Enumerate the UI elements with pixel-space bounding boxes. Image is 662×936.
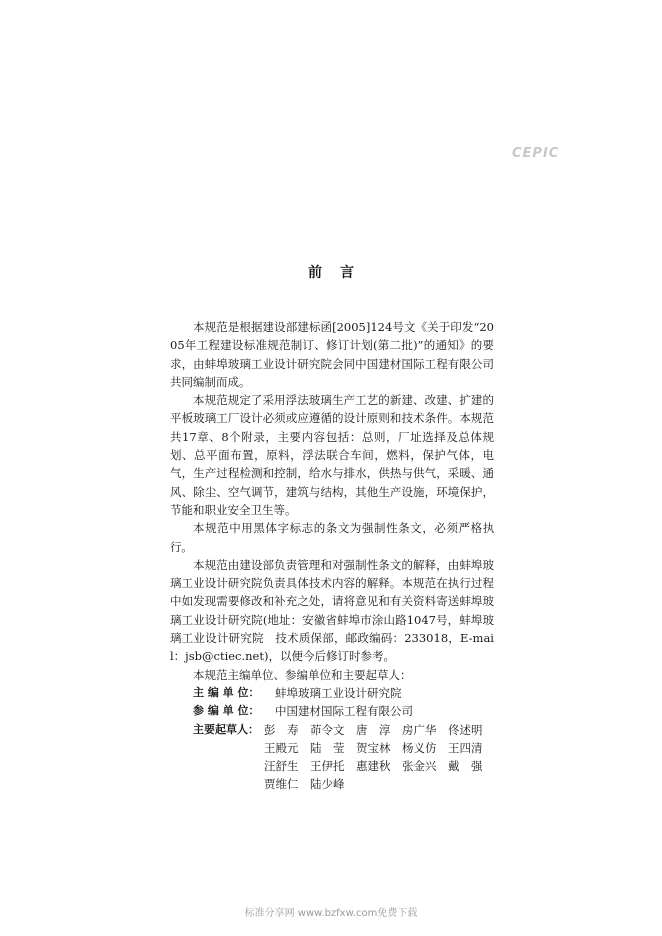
paragraph-mandatory: 本规范中用黑体字标志的条文为强制性条文，必须严格执行。 <box>170 521 494 554</box>
drafter-name: 彭 寿 <box>264 722 299 737</box>
drafter-name: 戴 强 <box>448 759 483 774</box>
drafter-name: 佟述明 <box>448 722 483 737</box>
drafters-row <box>193 721 494 794</box>
drafter-name: 陆少峰 <box>310 777 345 792</box>
paragraph-basis: 本规范是根据建设部建标函[2005]124号文《关于印发“2005年工程建设标准规范制订、修订计划(第二批)”的通知》的要求，由蚌埠玻璃工业设计研究院会同中国建材国际工程有限公司共同编制而成。 <box>170 320 494 389</box>
co-editor-label: 参 编 单 位： <box>193 704 260 718</box>
drafter-name: 王伊托 <box>310 759 345 774</box>
paragraph-units-intro: 本规范主编单位、参编单位和主要起草人： <box>193 667 412 682</box>
drafter-name: 唐 淳 <box>356 722 391 737</box>
drafter-name: 王殿元 <box>264 740 299 755</box>
drafters-list <box>264 721 494 794</box>
co-editor-value: 中国建材国际工程有限公司 <box>275 704 413 719</box>
drafter-name: 王四清 <box>448 740 483 755</box>
chief-editor-label: 主 编 单 位： <box>193 685 260 699</box>
drafter-name: 陆 莹 <box>310 740 345 755</box>
chief-editor-value: 蚌埠玻璃工业设计研究院 <box>275 685 402 700</box>
page-title: 前言 <box>308 265 372 281</box>
drafter-name: 张金兴 <box>402 759 437 774</box>
drafter-name: 贾维仁 <box>264 777 299 792</box>
drafter-name: 房广华 <box>402 722 437 737</box>
cepic-logo: CEPIC <box>512 146 560 161</box>
preface-body <box>170 318 494 794</box>
drafter-name: 惠建秋 <box>356 759 391 774</box>
chief-editor-row <box>193 684 494 702</box>
footer-watermark: 标准分享网 www.bzfxw.com免费下载 <box>244 908 418 919</box>
drafter-name: 杨义仿 <box>402 740 437 755</box>
co-editor-row <box>193 702 494 720</box>
drafters-label: 主要起草人： <box>193 722 259 736</box>
paragraph-scope: 本规范规定了采用浮法玻璃生产工艺的新建、改建、扩建的平板玻璃工厂设计必须或应遵循的设计原则和技术条件。本规范共17章、8个附录，主要内容包括：总则，厂址选择及总体规划、总平面布置，原料，浮法联合车间，燃料，保护气体，电气，生产过程检测和控制，给水与排水，供热与供气，采暖、通风、除尘、空气调节，建筑与结构，其他生产设施，环境保护，节能和职业安全卫生等。 <box>170 393 494 517</box>
paragraph-management: 本规范由建设部负责管理和对强制性条文的解释，由蚌埠玻璃工业设计研究院负责具体技术内容的解释。本规范在执行过程中如发现需要修改和补充之处，请将意见和有关资料寄送蚌埠玻璃工业设计研究院(地址：安徽省蚌埠市涂山路1047号，蚌埠玻璃工业设计研究院 技术质保部，邮政编码：233018，E-mail：jsb@ctiec.net)，以便今后修订时参考。 <box>170 557 494 664</box>
drafter-name: 贺宝林 <box>356 740 391 755</box>
drafter-name: 茆令文 <box>310 722 345 737</box>
drafter-name: 汪舒生 <box>264 759 299 774</box>
